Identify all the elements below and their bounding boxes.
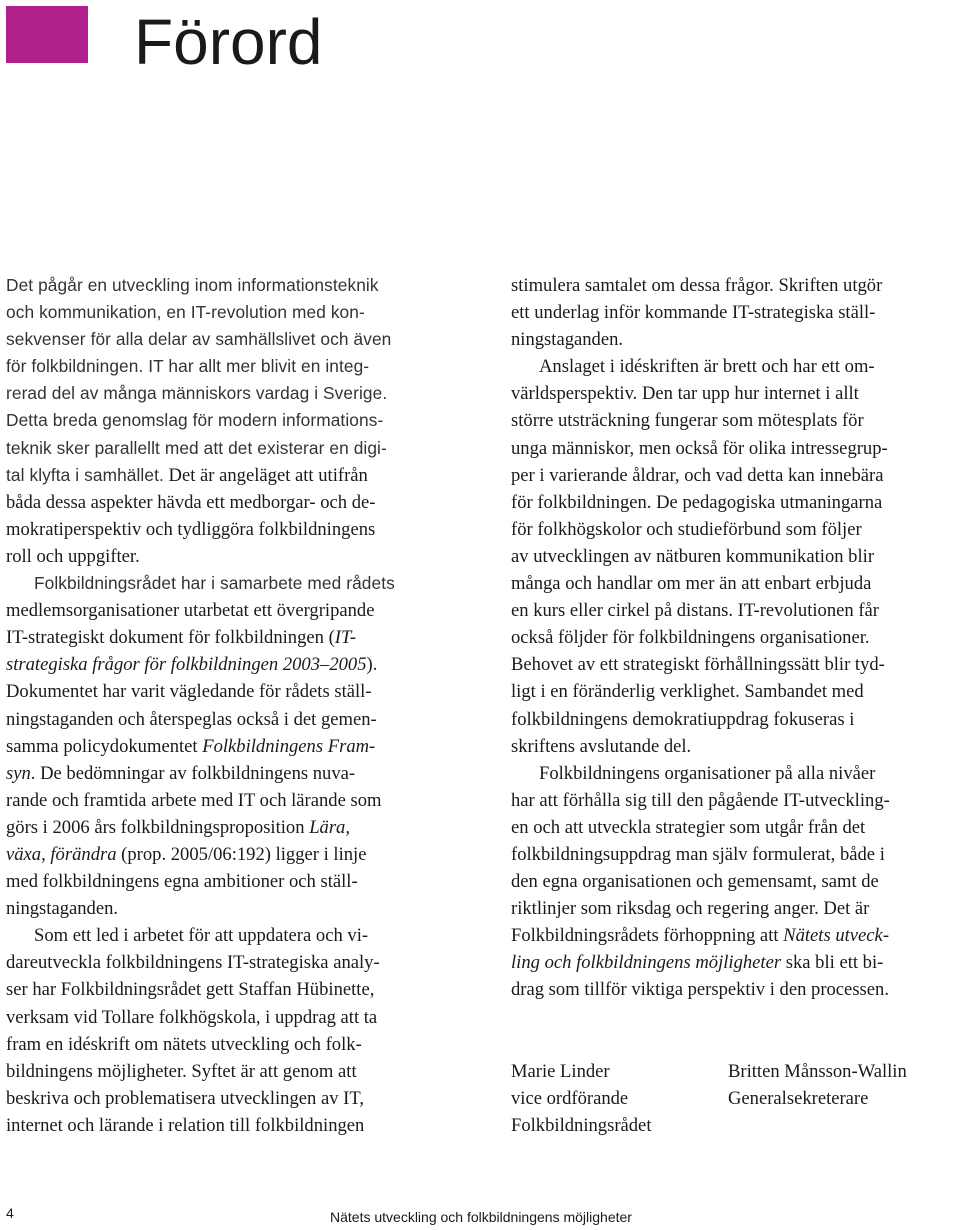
text-line (511, 922, 957, 949)
text-line: ligt i en föränderlig verklighet. Sambandet med (511, 681, 864, 703)
text-line: mokratiperspektiv och tydliggöra folkbildningens (6, 518, 376, 540)
text-line: ningstaganden. (6, 898, 119, 920)
text-run: . De bedömningar av folkbildningens nuva- (30, 762, 356, 784)
text-run: IT-strategiskt dokument för folkbildningen ( (6, 627, 335, 649)
text-run: ska bli ett bi- (781, 952, 884, 974)
text-run: strategiska frågor för folkbildningen 2003–2005 (6, 654, 367, 676)
text-line: Som ett led i arbetet för att uppdatera och vi- (34, 925, 369, 947)
right-column (511, 272, 957, 1004)
text-line: Behovet av ett strategiskt förhållningssätt blir tyd- (511, 654, 885, 676)
text-line: också följder för folkbildningens organisationer. (511, 627, 870, 649)
text-line: ett underlag inför kommande IT-strategiska ställ- (511, 302, 876, 324)
text-line (6, 733, 452, 760)
signer-name: Marie Linder (511, 1061, 610, 1082)
signature-block-right (728, 1058, 907, 1112)
text-run: Det är angeläget att utifrån (163, 464, 368, 486)
text-line: Folkbildningens organisationer på alla nivåer (539, 762, 876, 784)
text-line: unga människor, men också för olika intressegrup- (511, 437, 888, 459)
text-line: riktlinjer som riksdag och regering anger. Det är (511, 898, 870, 920)
text-run: görs i 2006 års folkbildningsproposition (6, 816, 310, 838)
left-column (6, 272, 452, 1139)
text-line: Anslaget i idéskriften är brett och har ett om- (539, 356, 875, 378)
text-line: folkbildningsuppdrag man själv formulerat, både i (511, 843, 885, 865)
text-run: tal klyfta i samhället. (6, 464, 164, 485)
text-line (6, 841, 452, 868)
text-line: och kommunikation, en IT-revolution med kon- (6, 302, 365, 323)
text-line: ningstaganden och återspeglas också i det gemen- (6, 708, 377, 730)
text-line: världsperspektiv. Den tar upp hur internet i allt (511, 383, 859, 405)
paragraph (511, 760, 957, 1004)
text-line: en kurs eller cirkel på distans. IT-revolutionen får (511, 600, 879, 622)
text-line: fram en idéskrift om nätets utveckling och folk- (6, 1033, 362, 1055)
text-line: ser har Folkbildningsrådet gett Staffan Hübinette, (6, 979, 375, 1001)
signature-block-left (511, 1058, 651, 1139)
text-line: med folkbildningens egna ambitioner och ställ- (6, 871, 358, 893)
text-line (6, 462, 452, 489)
text-line: Folkbildningsrådet har i samarbete med rådets (34, 573, 395, 594)
text-run: samma policydokumentet (6, 735, 203, 757)
paragraph (6, 922, 452, 1139)
signer-role: vice ordförande (511, 1088, 629, 1110)
text-line: skriftens avslutande del. (511, 735, 692, 757)
text-line: den egna organisationen och gemensamt, samt de (511, 871, 879, 893)
accent-square (6, 6, 88, 63)
text-line: för folkbildningen. IT har allt mer blivit en integ- (6, 356, 370, 377)
text-run: Lära, (309, 816, 351, 838)
text-line: bildningens möjligheter. Syftet är att genom att (6, 1060, 357, 1082)
text-line: av utvecklingen av nätburen kommunikation blir (511, 545, 875, 567)
text-run: IT- (334, 627, 357, 649)
text-line (6, 760, 452, 787)
paragraph (6, 272, 452, 570)
text-line: Dokumentet har varit vägledande för rådets ställ- (6, 681, 372, 703)
text-line: medlemsorganisationer utarbetat ett övergripande (6, 600, 375, 622)
text-run: Nätets utveck- (783, 925, 890, 947)
text-line: beskriva och problematisera utvecklingen av IT, (6, 1087, 364, 1109)
paragraph (511, 353, 957, 759)
text-line: verksam vid Tollare folkhögskola, i uppdrag att ta (6, 1006, 378, 1028)
text-line: sekvenser för alla delar av samhällslivet och även (6, 329, 392, 350)
text-line: en och att utveckla strategier som utgår från det (511, 816, 866, 838)
text-line: roll och uppgifter. (6, 545, 140, 567)
running-title: Nätets utveckling och folkbildningens möjligheter (330, 1209, 632, 1225)
text-line (6, 814, 452, 841)
text-line: för folkhögskolor och studieförbund som följer (511, 518, 862, 540)
paragraph (511, 272, 957, 353)
text-line: per i varierande åldrar, och vad detta kan innebära (511, 464, 884, 486)
text-line: drag som tillför viktiga perspektiv i den processen. (511, 979, 889, 1001)
text-run: Folkbildningsrådets förhoppning att (511, 925, 784, 947)
text-line: har att förhålla sig till den pågående IT-utveckling- (511, 789, 890, 811)
page-title: Förord (134, 6, 323, 78)
text-line (511, 949, 957, 976)
signer-role: Generalsekreterare (728, 1088, 869, 1110)
text-line: Det pågår en utveckling inom informationsteknik (6, 275, 379, 295)
text-line: teknik sker parallellt med att det existerar en digi- (6, 437, 387, 458)
signer-organization: Folkbildningsrådet (511, 1115, 652, 1137)
text-line: rande och framtida arbete med IT och lärande som (6, 789, 382, 811)
text-run: ). (366, 654, 378, 676)
text-run: syn (6, 762, 31, 784)
text-line: många och handlar om mer än att enbart erbjuda (511, 573, 872, 595)
text-run: växa, förändra (6, 843, 117, 865)
text-line: för folkbildningen. De pedagogiska utmaningarna (511, 491, 883, 513)
text-line: internet och lärande i relation till folkbildningen (6, 1114, 365, 1136)
text-run: Folkbildningens Fram- (202, 735, 376, 757)
signer-name: Britten Månsson-Wallin (728, 1061, 907, 1082)
text-run: (prop. 2005/06:192) ligger i linje (116, 843, 367, 865)
page-number: 4 (6, 1205, 14, 1221)
text-line: Detta breda genomslag för modern informations- (6, 410, 384, 431)
text-line (6, 624, 452, 651)
text-line: folkbildningens demokratiuppdrag fokuseras i (511, 708, 855, 730)
text-line: dareutveckla folkbildningens IT-strategiska analy- (6, 952, 380, 974)
text-run: ling och folkbildningens möjligheter (511, 952, 782, 974)
text-line (6, 651, 452, 678)
paragraph (6, 570, 452, 922)
text-line: båda dessa aspekter hävda ett medborgar- och de- (6, 491, 376, 513)
text-line: ningstaganden. (511, 329, 624, 351)
text-line: rerad del av många människors vardag i Sverige. (6, 383, 388, 404)
text-line: större utsträckning fungerar som mötesplats för (511, 410, 864, 432)
text-line: stimulera samtalet om dessa frågor. Skriften utgör (511, 275, 883, 296)
